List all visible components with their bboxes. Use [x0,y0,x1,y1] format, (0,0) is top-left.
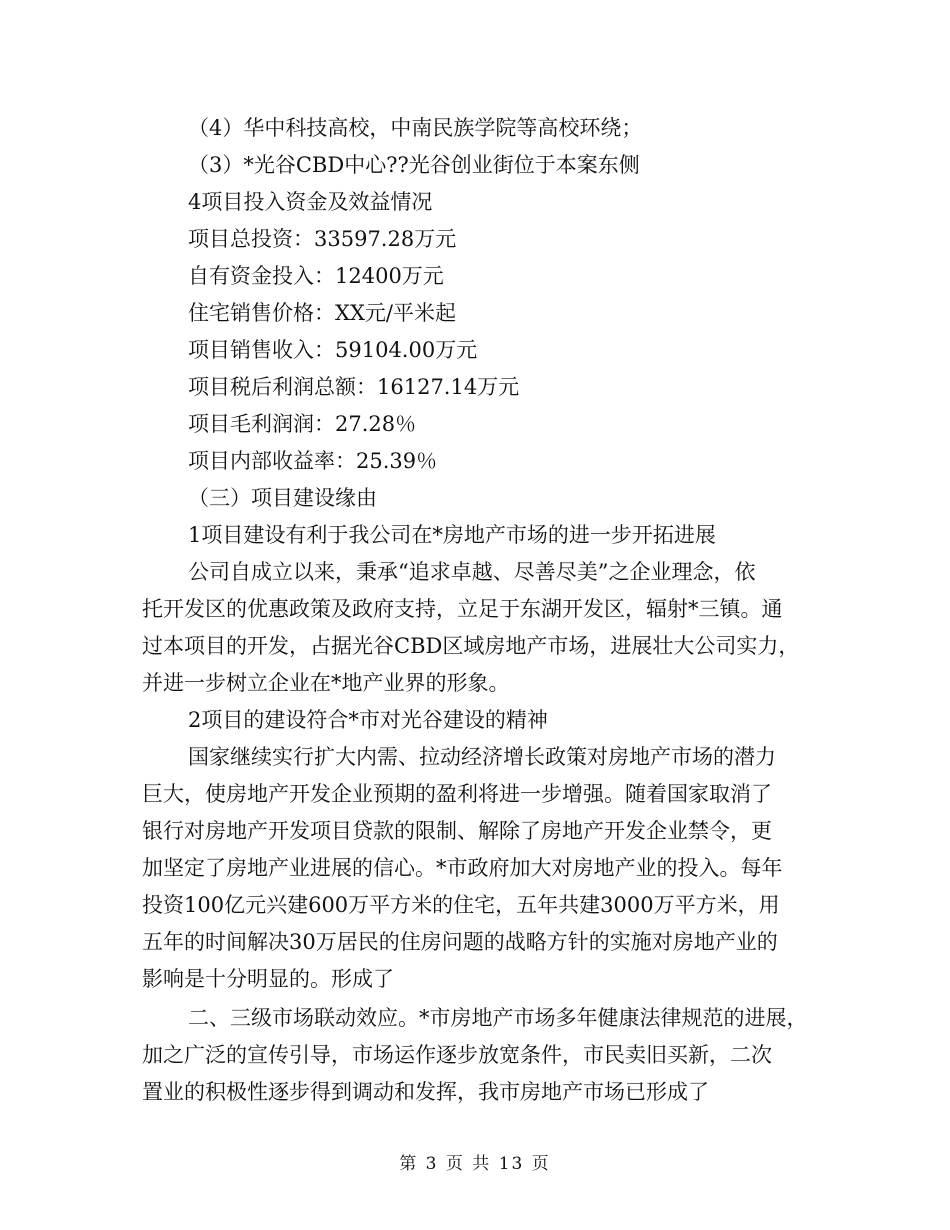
body-line: 项目内部收益率：25.39％ [188,449,438,473]
page-number-footer: 第 3 页 共 13 页 [399,1154,551,1174]
section-heading: 2项目的建设符合*市对光谷建设的精神 [188,708,548,732]
section-heading: 1项目建设有利于我公司在*房地产市场的进一步开拓进展 [188,523,716,547]
paragraph-line: 投资100亿元兴建600万平方米的住宅，五年共建3000万平方米，用 [142,893,780,917]
section-heading: （三）项目建设缘由 [188,486,377,510]
body-line: （4）华中科技高校，中南民族学院等高校环绕； [188,116,643,140]
body-line: 住宅销售价格：XX元/平米起 [188,301,456,325]
paragraph-line: 托开发区的优惠政策及政府支持，立足于东湖开发区，辐射*三镇。通 [142,597,783,621]
body-line: 项目毛利润润：27.28％ [188,412,417,436]
paragraph-line: 巨大，使房地产开发企业预期的盈利将进一步增强。随着国家取消了 [142,782,772,806]
paragraph-line: 二、三级市场联动效应。*市房地产市场多年健康法律规范的进展， [188,1006,808,1030]
paragraph-line: 加坚定了房地产业进展的信心。*市政府加大对房地产业的投入。每年 [142,856,783,880]
body-line: 项目销售收入：59104.00万元 [188,338,478,362]
paragraph-line: 银行对房地产开发项目贷款的限制、解除了房地产开发企业禁令，更 [142,819,772,843]
body-line: （3）*光谷CBD中心??光谷创业街位于本案东侧 [188,153,640,177]
section-heading: 4项目投入资金及效益情况 [188,190,433,214]
body-line: 自有资金投入：12400万元 [188,264,444,288]
paragraph-line: 影响是十分明显的。形成了 [142,967,394,991]
paragraph-line: 置业的积极性逐步得到调动和发挥，我市房地产市场已形成了 [142,1080,709,1104]
body-line: 项目税后利润总额：16127.14万元 [188,375,520,399]
paragraph-line: 公司自成立以来，秉承“追求卓越、尽善尽美”之企业理念，依 [188,560,756,584]
body-line: 项目总投资：33597.28万元 [188,227,457,251]
paragraph-line: 并进一步树立企业在*地产业界的形象。 [142,671,510,695]
paragraph-line: 五年的时间解决30万居民的住房问题的战略方针的实施对房地产业的 [142,930,778,954]
paragraph-line: 过本项目的开发，占据光谷CBD区域房地产市场，进展壮大公司实力， [142,634,800,658]
paragraph-line: 国家继续实行扩大内需、拉动经济增长政策对房地产市场的潜力 [188,745,776,769]
paragraph-line: 加之广泛的宣传引导，市场运作逐步放宽条件，市民卖旧买新，二次 [142,1043,772,1067]
